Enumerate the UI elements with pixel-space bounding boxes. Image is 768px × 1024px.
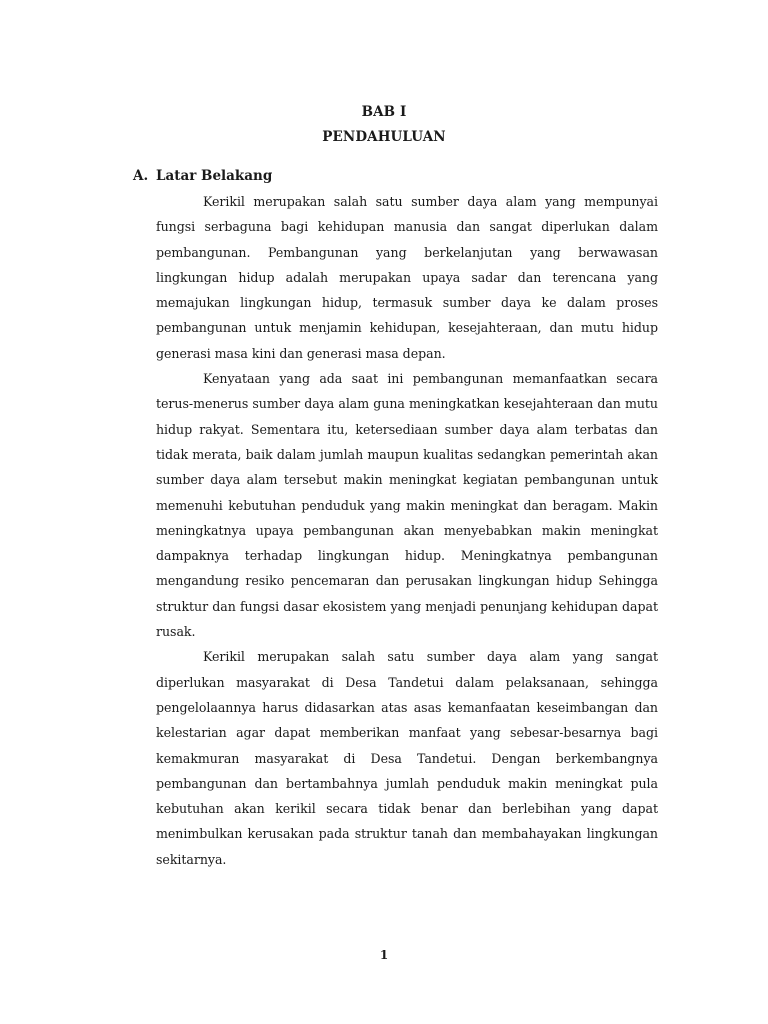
page-number: 1 — [379, 948, 389, 962]
section-title: Latar Belakang — [156, 168, 273, 184]
section-heading — [133, 168, 272, 184]
paragraph-1: Kerikil merupakan salah satu sumber daya alam yang mempunyai fungsi serbaguna bagi kehidupan manusia dan sangat diperlukan dalam pembangunan. Pembangunan yang berkelanjutan yang berwawasan lingkungan hidup adalah merupakan upaya sadar dan terencana yang memajukan lingkungan hidup, termasuk sumber daya ke dalam proses pembangunan untuk menjamin kehidupan, kesejahteraan, dan mutu hidup generasi masa kini dan generasi masa depan. — [156, 194, 658, 361]
body-text — [156, 189, 658, 872]
paragraph-3: Kerikil merupakan salah satu sumber daya alam yang sangat diperlukan masyarakat di Desa Tandetui dalam pelaksanaan, sehingga pengelolaannya harus didasarkan atas asas kemanfaatan keseimbangan dan kelestarian agar dapat memberikan manfaat yang sebesar-besarnya bagi kemakmuran masyarakat di Desa Tandetui. Dengan berkembangnya pembangunan dan bertambahnya jumlah penduduk makin meningkat pula kebutuhan akan kerikil secara tidak benar dan berlebihan yang dapat menimbulkan kerusakan pada struktur tanah dan membahayakan lingkungan sekitarnya. — [156, 649, 658, 867]
chapter-number: BAB I — [361, 104, 407, 120]
paragraph-2: Kenyataan yang ada saat ini pembangunan memanfaatkan secara terus-menerus sumber daya alam guna meningkatkan kesejahteraan dan mutu hidup rakyat. Sementara itu, ketersediaan sumber daya alam terbatas dan tidak merata, baik dalam jumlah maupun kualitas sedangkan pemerintah akan sumber daya alam tersebut makin meningkat kegiatan pembangunan untuk memenuhi kebutuhan penduduk yang makin meningkat dan beragam. Makin meningkatnya upaya pembangunan akan menyebabkan makin meningkat dampaknya terhadap lingkungan hidup. Meningkatnya pembangunan mengandung resiko pencemaran dan perusakan lingkungan hidup Sehingga struktur dan fungsi dasar ekosistem yang menjadi penunjang kehidupan dapat rusak. — [156, 371, 658, 640]
chapter-title: PENDAHULUAN — [322, 129, 446, 145]
section-letter: A. — [133, 168, 149, 184]
